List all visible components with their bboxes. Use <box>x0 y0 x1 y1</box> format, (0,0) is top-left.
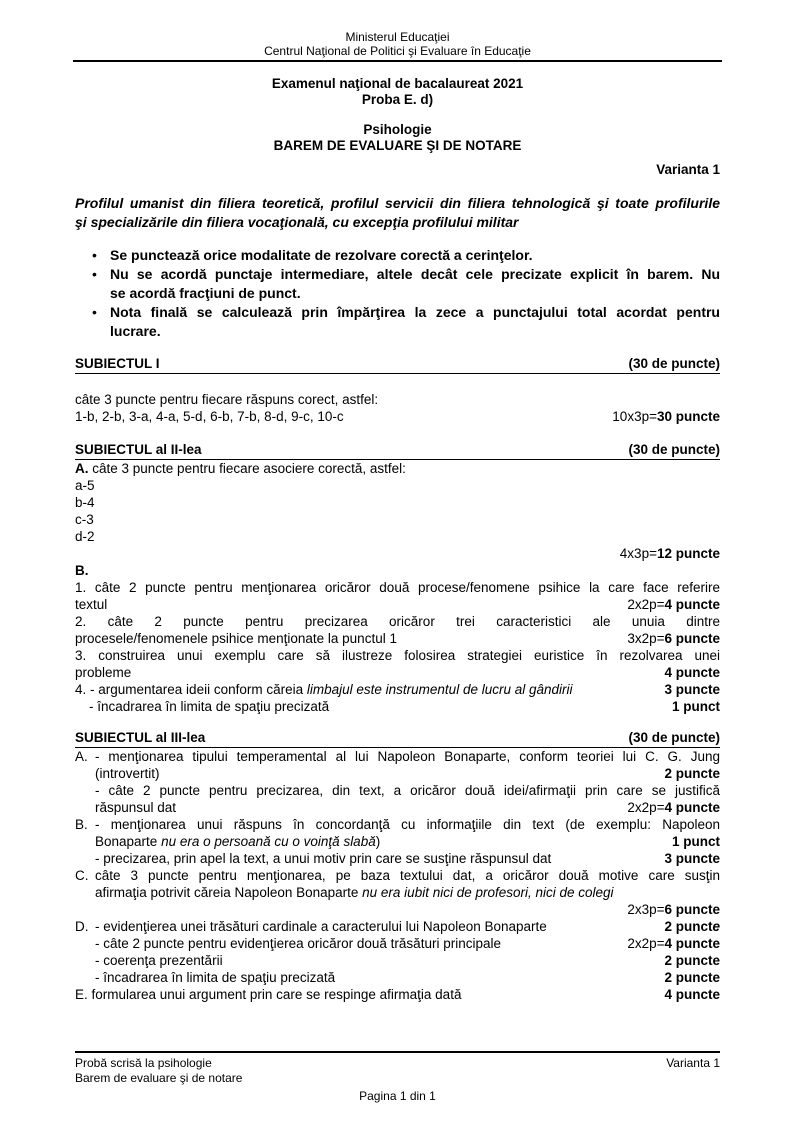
doc-line <box>75 952 720 969</box>
line-text <box>75 355 160 372</box>
points-value <box>664 765 720 782</box>
doc-line <box>75 765 720 782</box>
points-value <box>672 833 720 850</box>
text-segment: 4. - argumentarea ideii conform căreia <box>75 682 307 697</box>
association-line <box>75 494 720 511</box>
text-segment: 2. câte 2 puncte pentru precizarea oricăror trei caracteristici ale unuia dintre <box>75 614 720 629</box>
text-segment: textul <box>75 597 108 612</box>
points-segment: 4 puncte <box>664 800 720 815</box>
bullet-marker: • <box>92 266 97 282</box>
text-segment: probleme <box>75 665 132 680</box>
footer-row <box>75 1056 720 1071</box>
profile-line <box>75 213 720 232</box>
points-value <box>627 799 720 816</box>
points-segment: 3 puncte <box>664 682 720 697</box>
text-segment: nu era iubit nici de profesori, nici de colegi <box>362 885 614 900</box>
points-segment: 2 puncte <box>664 970 720 985</box>
doc-line <box>75 562 720 579</box>
text-segment: b-4 <box>75 495 95 510</box>
item-marker: C. <box>75 868 89 883</box>
doc-line <box>75 816 720 833</box>
points-value <box>627 596 720 613</box>
rule-bullet <box>75 246 720 265</box>
doc-line <box>75 833 720 850</box>
doc-line <box>75 901 720 918</box>
points-segment: 3 puncte <box>664 851 720 866</box>
doc-line <box>75 613 720 630</box>
line-text <box>95 918 547 935</box>
profile-line <box>75 194 720 213</box>
line-text <box>95 833 380 850</box>
item-marker: A. <box>75 749 88 764</box>
line-text <box>89 698 329 715</box>
points-segment: 1 punct <box>671 834 720 849</box>
rule-bullet <box>75 303 720 322</box>
exam-title: Examenul naţional de bacalaureat 2021 <box>271 76 524 91</box>
document-body <box>75 194 720 1003</box>
line-text <box>95 935 501 952</box>
header-center: Centrul Naţional de Politici şi Evaluare în Educaţie <box>264 44 531 58</box>
line-text <box>95 850 551 867</box>
rule-bullet-continuation <box>75 322 720 341</box>
text-segment: B. <box>75 563 89 578</box>
points-segment: 2x3p= <box>627 902 665 917</box>
header-rule <box>73 60 722 62</box>
footer-page-number: Pagina 1 din 1 <box>359 1089 436 1103</box>
points-segment: 4 puncte <box>664 597 720 612</box>
points-segment: 6 puncte <box>664 631 720 646</box>
footer-variant: Varianta 1 <box>666 1056 720 1070</box>
points-value <box>664 681 720 698</box>
points-segment: 30 puncte <box>656 409 720 424</box>
line-text <box>75 441 202 458</box>
doc-line <box>75 391 720 408</box>
points-value <box>672 698 720 715</box>
section-heading-subiectul-1 <box>75 355 720 374</box>
text-segment: lucrare. <box>110 323 161 339</box>
text-segment: - menţionarea tipului temperamental al lui Napoleon Bonaparte, conform teoriei lui C. G. Jung <box>95 749 720 764</box>
doc-line <box>75 969 720 986</box>
points-value <box>627 630 720 647</box>
text-segment: răspunsul dat <box>95 800 177 815</box>
text-segment: afirmaţia potrivit căreia Napoleon Bonaparte <box>95 885 363 900</box>
rule-bullet-continuation <box>75 284 720 303</box>
points-segment: 4 puncte <box>664 936 720 951</box>
points-segment: 4 puncte <box>664 665 720 680</box>
points-value <box>627 935 720 952</box>
text-segment: - încadrarea în limita de spaţiu precizată <box>89 699 330 714</box>
association-line <box>75 477 720 494</box>
rule-bullet <box>75 265 720 284</box>
line-text <box>95 952 223 969</box>
doc-line <box>75 460 720 477</box>
points-value <box>664 850 720 867</box>
footer <box>75 1051 720 1104</box>
bullet-marker: • <box>92 304 97 320</box>
doc-line <box>75 681 720 698</box>
points-segment: (30 de puncte) <box>628 442 720 457</box>
text-segment: c-3 <box>75 512 94 527</box>
text-segment: - precizarea, prin apel la text, a unui motiv prin care se susţine răspunsul dat <box>95 851 552 866</box>
doc-line <box>75 664 720 681</box>
text-segment: Se punctează orice modalitate de rezolvare corectă a cerinţelor. <box>110 247 533 263</box>
text-segment: procesele/fenomenele psihice menţionate la punctul 1 <box>75 631 397 646</box>
doc-line <box>75 579 720 596</box>
line-text <box>95 765 160 782</box>
doc-line <box>75 935 720 952</box>
association-line <box>75 511 720 528</box>
points-value <box>628 441 720 458</box>
line-text <box>75 664 131 681</box>
doc-line <box>75 986 720 1003</box>
text-segment: 1. câte 2 puncte pentru menţionarea oricăror două procese/fenomene psihice la care face referire <box>75 580 720 595</box>
text-segment: d-2 <box>75 529 95 544</box>
points-segment: 4x3p= <box>619 546 657 561</box>
doc-line <box>75 698 720 715</box>
points-segment: 10x3p= <box>612 409 657 424</box>
text-segment: - câte 2 puncte pentru evidenţierea oricăror două trăsături principale <box>95 936 501 951</box>
points-segment: 6 puncte <box>664 902 720 917</box>
text-segment: şi specializările din filiera vocaţională, cu excepţia profilului militar <box>75 214 519 230</box>
points-value <box>628 355 720 372</box>
doc-line <box>75 748 720 765</box>
text-segment: 1-b, 2-b, 3-a, 4-a, 5-d, 6-b, 7-b, 8-d, 9-c, 10-c <box>75 409 344 424</box>
points-value <box>664 952 720 969</box>
doc-line <box>75 545 720 562</box>
section-heading-subiectul-3 <box>75 729 720 748</box>
line-text <box>75 681 573 698</box>
text-segment: - câte 2 puncte pentru precizarea, din text, a oricăror două idei/afirmaţii prin care se justifică <box>95 783 720 798</box>
points-value <box>664 918 720 935</box>
doc-line <box>75 799 720 816</box>
points-segment: 2 puncte <box>664 766 720 781</box>
text-segment: - evidenţierea unei trăsături cardinale a caracterului lui Napoleon Bonaparte <box>95 919 547 934</box>
text-segment: a-5 <box>75 478 95 493</box>
points-value <box>664 969 720 986</box>
doc-line <box>75 782 720 799</box>
text-segment: limbajul este instrumentul de lucru al gândirii <box>306 682 573 697</box>
points-segment: 4 puncte <box>664 987 720 1002</box>
footer-proba: Probă scrisă la psihologie <box>75 1056 212 1070</box>
points-segment: 2x2p= <box>627 800 665 815</box>
points-value <box>664 986 720 1003</box>
points-value <box>612 408 720 425</box>
points-segment: 2x2p= <box>627 597 665 612</box>
header-ministry: Ministerul Educaţiei <box>345 30 450 44</box>
text-segment: se acordă fracţiuni de punct. <box>110 285 301 301</box>
text-segment: Bonaparte <box>95 834 162 849</box>
text-segment: - încadrarea în limita de spaţiu precizată <box>95 970 336 985</box>
barem-title: BAREM DE EVALUARE ŞI DE NOTARE <box>273 138 522 153</box>
points-value <box>620 546 720 561</box>
text-segment: SUBIECTUL al II-lea <box>75 442 202 457</box>
text-segment: A. <box>75 461 89 476</box>
exam-subject: Psihologie <box>363 122 432 137</box>
exam-probe: Proba E. d) <box>361 92 434 107</box>
points-value <box>628 729 720 746</box>
text-segment: Profilul umanist din filiera teoretică, profilul servicii din filiera tehnologică şi toate profilurile <box>75 195 720 211</box>
line-text <box>75 630 397 647</box>
title-block <box>75 76 720 178</box>
points-segment: 2 punct <box>664 919 713 934</box>
doc-line <box>75 884 720 901</box>
text-segment: 3. construirea unui exemplu care să ilustreze folosirea strategiei euristice în rezolvarea unei <box>75 648 720 663</box>
line-text <box>95 799 176 816</box>
text-segment: câte 3 puncte pentru fiecare asociere corectă, astfel: <box>88 461 406 476</box>
doc-line <box>75 850 720 867</box>
doc-line <box>75 596 720 613</box>
text-segment: câte 3 puncte pentru fiecare răspuns corect, astfel: <box>75 392 379 407</box>
text-segment: SUBIECTUL al III-lea <box>75 730 206 745</box>
doc-line <box>75 867 720 884</box>
text-segment: (introvertit) <box>95 766 160 781</box>
line-text <box>95 969 335 986</box>
text-segment: câte 3 puncte pentru menţionarea, pe baza textului dat, a oricăror două motive care susţin <box>95 868 720 883</box>
text-segment: SUBIECTUL I <box>75 356 160 371</box>
points-value <box>664 664 720 681</box>
doc-line <box>75 918 720 935</box>
line-text <box>75 729 205 746</box>
text-segment: nu era o persoană cu o voinţă slabă <box>161 834 376 849</box>
text-segment: Nu se acordă punctaje intermediare, altele decât cele precizate explicit în barem. Nu <box>110 266 720 282</box>
points-segment: 1 punct <box>671 699 720 714</box>
footer-barem: Barem de evaluare şi de notare <box>75 1071 243 1085</box>
answer-key-line <box>75 408 720 425</box>
points-segment: 12 puncte <box>656 546 720 561</box>
text-segment: - coerenţa prezentării <box>95 953 223 968</box>
points-value <box>627 902 720 917</box>
points-segment: (30 de puncte) <box>628 356 720 371</box>
line-text <box>75 986 461 1003</box>
text-segment: E. formularea unui argument prin care se respinge afirmaţia dată <box>75 987 462 1002</box>
text-segment: - menţionarea unui răspuns în concordanţă cu informaţiile din text (de exemplu: Napoleon <box>95 817 720 832</box>
association-line <box>75 528 720 545</box>
points-segment: (30 de puncte) <box>628 730 720 745</box>
points-segment: 2 puncte <box>664 953 720 968</box>
footer-row <box>75 1071 720 1086</box>
variant-label: Varianta 1 <box>656 162 720 177</box>
points-segment: 2x2p= <box>627 936 665 951</box>
text-segment: ) <box>375 834 381 849</box>
doc-line <box>75 647 720 664</box>
line-text <box>75 596 107 613</box>
text-segment: Nota finală se calculează prin împărţirea la zece a punctajului total acordat pentru <box>110 304 720 320</box>
section-heading-subiectul-2 <box>75 441 720 460</box>
item-marker: B. <box>75 817 88 832</box>
line-text <box>75 408 344 425</box>
points-segment: e <box>712 919 720 934</box>
bullet-marker: • <box>92 247 97 263</box>
points-segment: 3x2p= <box>627 631 665 646</box>
doc-line <box>75 630 720 647</box>
item-marker: D. <box>75 919 89 934</box>
